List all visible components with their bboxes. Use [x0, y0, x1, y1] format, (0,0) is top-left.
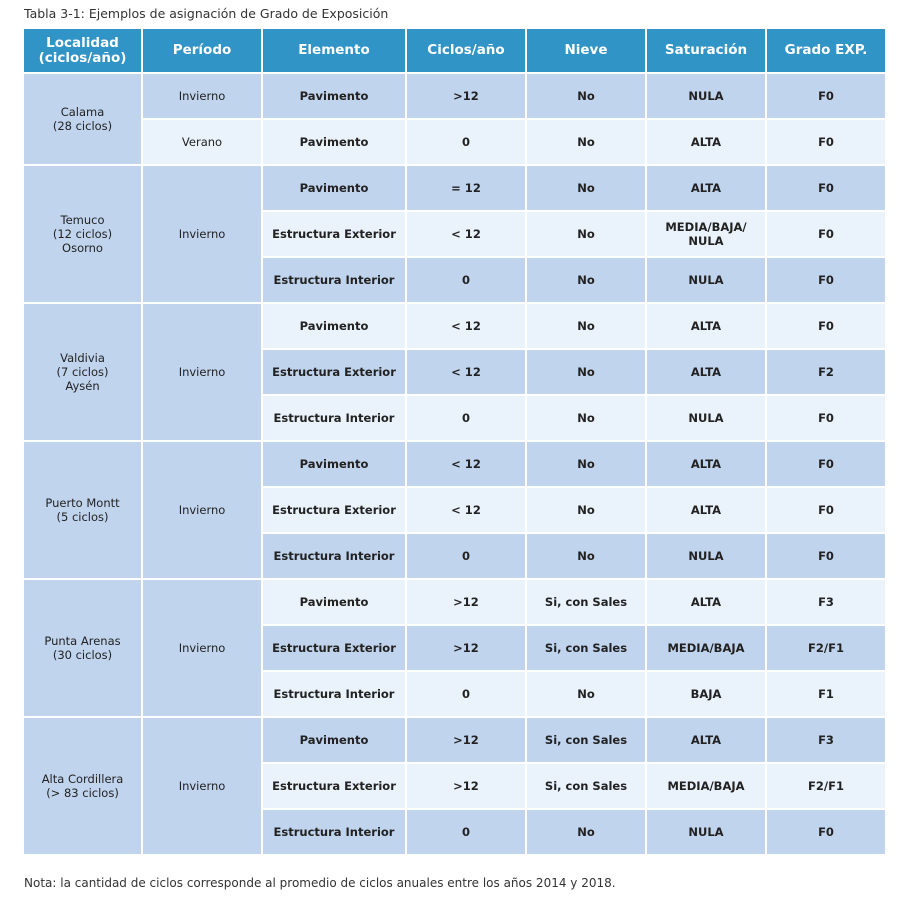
ciclos-cell: >12	[406, 625, 526, 671]
periodo-cell: Verano	[142, 119, 262, 165]
elemento-cell: Estructura Exterior	[262, 625, 406, 671]
grado-cell: F0	[766, 809, 886, 855]
elemento-cell: Estructura Interior	[262, 809, 406, 855]
ciclos-cell: >12	[406, 579, 526, 625]
localidad-cell: Temuco (12 ciclos) Osorno	[23, 165, 142, 303]
nieve-cell: No	[526, 487, 646, 533]
nieve-cell: Si, con Sales	[526, 579, 646, 625]
saturacion-cell: ALTA	[646, 579, 766, 625]
elemento-cell: Estructura Interior	[262, 533, 406, 579]
nieve-cell: No	[526, 809, 646, 855]
periodo-cell: Invierno	[142, 165, 262, 303]
col-header-ciclos: Ciclos/año	[406, 28, 526, 73]
table-row	[23, 165, 886, 211]
table-row	[23, 717, 886, 763]
elemento-cell: Pavimento	[262, 165, 406, 211]
saturacion-cell: ALTA	[646, 119, 766, 165]
nieve-cell: No	[526, 395, 646, 441]
ciclos-cell: < 12	[406, 211, 526, 257]
elemento-cell: Estructura Exterior	[262, 487, 406, 533]
saturacion-cell: ALTA	[646, 441, 766, 487]
grado-cell: F2/F1	[766, 625, 886, 671]
saturacion-cell: ALTA	[646, 303, 766, 349]
elemento-cell: Estructura Interior	[262, 395, 406, 441]
nieve-cell: No	[526, 73, 646, 119]
grado-cell: F0	[766, 303, 886, 349]
nieve-cell: No	[526, 303, 646, 349]
table-row	[23, 303, 886, 349]
col-header-periodo: Período	[142, 28, 262, 73]
table-note: Nota: la cantidad de ciclos corresponde al promedio de ciclos anuales entre los años 2014 y 2018.	[24, 876, 616, 890]
col-header-nieve: Nieve	[526, 28, 646, 73]
saturacion-cell: ALTA	[646, 717, 766, 763]
grado-cell: F0	[766, 487, 886, 533]
ciclos-cell: < 12	[406, 487, 526, 533]
elemento-cell: Pavimento	[262, 303, 406, 349]
saturacion-cell: NULA	[646, 809, 766, 855]
localidad-cell: Puerto Montt (5 ciclos)	[23, 441, 142, 579]
ciclos-cell: < 12	[406, 303, 526, 349]
saturacion-cell: MEDIA/BAJA	[646, 625, 766, 671]
grado-cell: F0	[766, 165, 886, 211]
ciclos-cell: 0	[406, 671, 526, 717]
saturacion-cell: ALTA	[646, 165, 766, 211]
periodo-cell: Invierno	[142, 303, 262, 441]
grado-cell: F0	[766, 395, 886, 441]
periodo-cell: Invierno	[142, 441, 262, 579]
elemento-cell: Pavimento	[262, 717, 406, 763]
ciclos-cell: < 12	[406, 349, 526, 395]
table-row	[23, 441, 886, 487]
grado-cell: F0	[766, 533, 886, 579]
grado-cell: F1	[766, 671, 886, 717]
exposure-table	[22, 27, 887, 856]
table-caption: Tabla 3-1: Ejemplos de asignación de Grado de Exposición	[24, 6, 389, 21]
col-header-saturacion: Saturación	[646, 28, 766, 73]
elemento-cell: Pavimento	[262, 441, 406, 487]
elemento-cell: Estructura Exterior	[262, 349, 406, 395]
nieve-cell: Si, con Sales	[526, 717, 646, 763]
periodo-cell: Invierno	[142, 73, 262, 119]
nieve-cell: No	[526, 165, 646, 211]
table-row	[23, 119, 886, 165]
grado-cell: F0	[766, 257, 886, 303]
elemento-cell: Estructura Interior	[262, 257, 406, 303]
saturacion-cell: NULA	[646, 257, 766, 303]
nieve-cell: Si, con Sales	[526, 763, 646, 809]
elemento-cell: Estructura Interior	[262, 671, 406, 717]
saturacion-cell: MEDIA/BAJA	[646, 763, 766, 809]
grado-cell: F3	[766, 717, 886, 763]
localidad-cell: Alta Cordillera (> 83 ciclos)	[23, 717, 142, 855]
elemento-cell: Pavimento	[262, 73, 406, 119]
saturacion-cell: ALTA	[646, 487, 766, 533]
elemento-cell: Estructura Exterior	[262, 763, 406, 809]
grado-cell: F0	[766, 73, 886, 119]
elemento-cell: Pavimento	[262, 579, 406, 625]
saturacion-cell: MEDIA/BAJA/ NULA	[646, 211, 766, 257]
nieve-cell: No	[526, 533, 646, 579]
grado-cell: F0	[766, 119, 886, 165]
grado-cell: F0	[766, 211, 886, 257]
grado-cell: F0	[766, 441, 886, 487]
ciclos-cell: = 12	[406, 165, 526, 211]
col-header-grado: Grado EXP.	[766, 28, 886, 73]
periodo-cell: Invierno	[142, 579, 262, 717]
localidad-cell: Calama (28 ciclos)	[23, 73, 142, 165]
nieve-cell: No	[526, 671, 646, 717]
ciclos-cell: < 12	[406, 441, 526, 487]
grado-cell: F3	[766, 579, 886, 625]
localidad-cell: Valdivia (7 ciclos) Aysén	[23, 303, 142, 441]
nieve-cell: No	[526, 211, 646, 257]
saturacion-cell: NULA	[646, 395, 766, 441]
saturacion-cell: ALTA	[646, 349, 766, 395]
grado-cell: F2	[766, 349, 886, 395]
ciclos-cell: 0	[406, 119, 526, 165]
saturacion-cell: NULA	[646, 533, 766, 579]
ciclos-cell: 0	[406, 257, 526, 303]
nieve-cell: No	[526, 119, 646, 165]
nieve-cell: No	[526, 441, 646, 487]
elemento-cell: Estructura Exterior	[262, 211, 406, 257]
table-row	[23, 579, 886, 625]
col-header-elemento: Elemento	[262, 28, 406, 73]
periodo-cell: Invierno	[142, 717, 262, 855]
saturacion-cell: BAJA	[646, 671, 766, 717]
nieve-cell: No	[526, 349, 646, 395]
table-row	[23, 73, 886, 119]
ciclos-cell: 0	[406, 533, 526, 579]
elemento-cell: Pavimento	[262, 119, 406, 165]
ciclos-cell: >12	[406, 717, 526, 763]
header-row	[23, 28, 886, 73]
ciclos-cell: >12	[406, 763, 526, 809]
col-header-localidad: Localidad (ciclos/año)	[23, 28, 142, 73]
ciclos-cell: 0	[406, 395, 526, 441]
localidad-cell: Punta Arenas (30 ciclos)	[23, 579, 142, 717]
ciclos-cell: >12	[406, 73, 526, 119]
nieve-cell: No	[526, 257, 646, 303]
grado-cell: F2/F1	[766, 763, 886, 809]
saturacion-cell: NULA	[646, 73, 766, 119]
nieve-cell: Si, con Sales	[526, 625, 646, 671]
ciclos-cell: 0	[406, 809, 526, 855]
